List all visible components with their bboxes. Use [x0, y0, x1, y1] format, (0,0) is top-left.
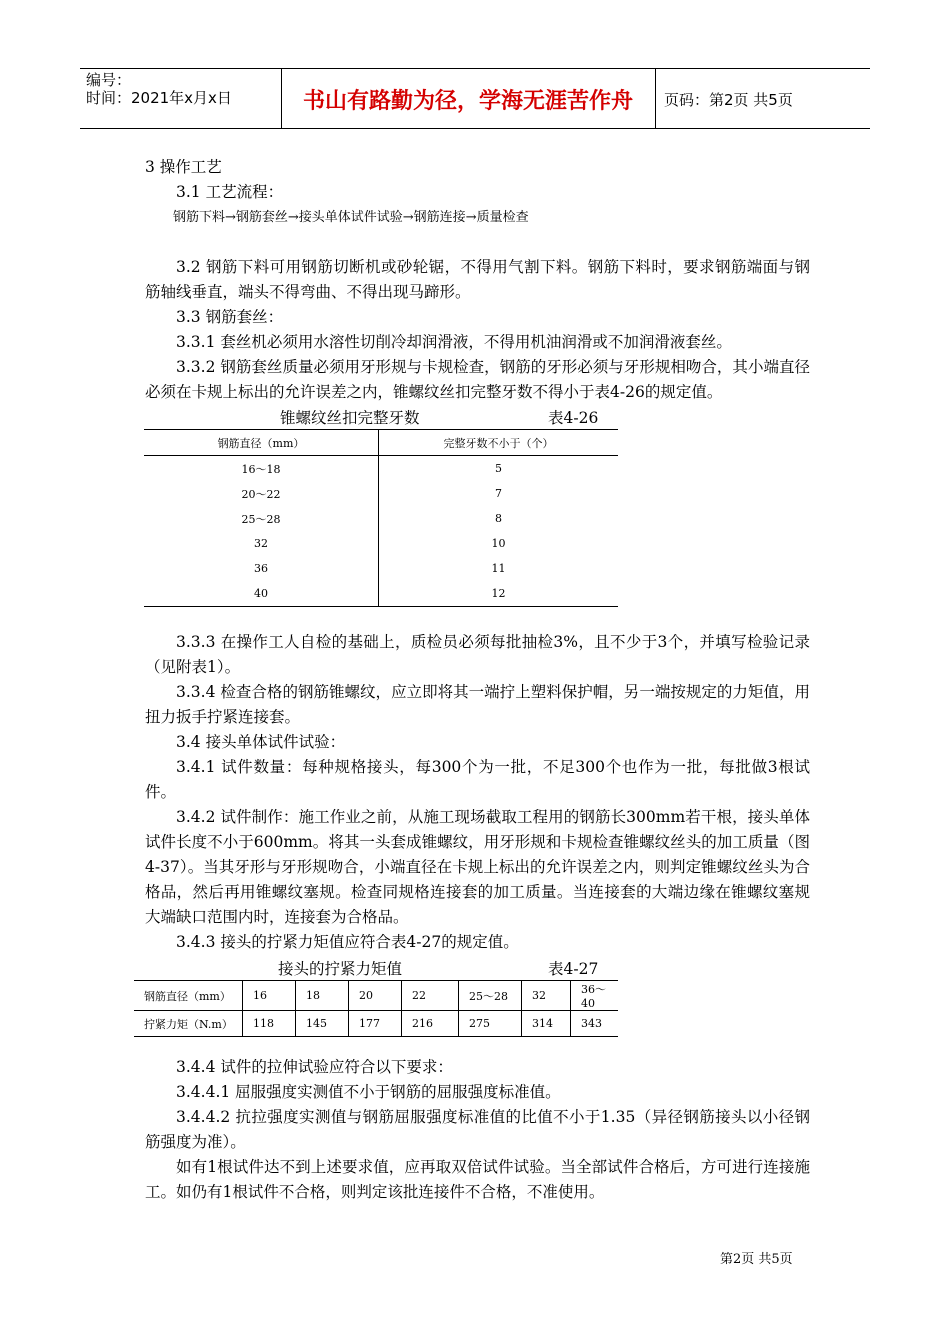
table-cell: 216: [402, 1011, 459, 1037]
table-cell: 36: [144, 556, 379, 581]
table-cell: 40: [144, 581, 379, 607]
table-cell: 145: [296, 1011, 349, 1037]
paragraph: 3.4.2 试件制作：施工作业之前，从施工现场截取工程用的钢筋长300mm若干根，接头单体试件长度不小于600mm。将其一头套成锥螺纹，用牙形规和卡规检查锥螺纹丝头的加工质量（图4-37）。当其牙形与牙形规吻合，小端直径在卡规上标出的允许误差之内，则判定锥螺纹丝头为合格品，然后再用锥螺纹塞规。检查同规格连接套的加工质量。当连接套的大端边缘在锥螺纹塞规大端缺口范围内时，连接套为合格品。: [145, 808, 810, 926]
table-cell: 32: [144, 531, 379, 556]
table-cell: 16: [243, 981, 296, 1011]
section-heading: 3.4 接头单体试件试验：: [176, 733, 346, 751]
table-cell: 20: [349, 981, 402, 1011]
section-heading: 3.3 钢筋套丝：: [176, 308, 284, 326]
table-cell: 20～22: [144, 481, 379, 506]
table-cell: 32: [522, 981, 571, 1011]
paragraph: 3.4.1 试件数量：每种规格接头，每300个为一批，不足300个也作为一批，每批做3根试件。: [145, 758, 810, 801]
torque-table: [134, 980, 618, 1037]
header-top-rule: [80, 68, 870, 69]
table-row: [134, 1011, 618, 1037]
table-cell: 25～28: [459, 981, 522, 1011]
process-flow: 钢筋下料→钢筋套丝→接头单体试件试验→钢筋连接→质量检查: [173, 210, 529, 225]
table-row: [144, 581, 618, 607]
table-number: 表4-27: [548, 960, 599, 978]
table-cell: 7: [495, 487, 502, 500]
table-cell: 11: [491, 562, 506, 575]
paragraph: 3.3.2 钢筋套丝质量必须用牙形规与卡规检查，钢筋的牙形必须与牙形规相吻合，其小端直径必须在卡规上标出的允许误差之内，锥螺纹丝扣完整牙数不得小于表4-26的规定值。: [145, 358, 810, 401]
paragraph: 3.3.1 套丝机必须用水溶性切削冷却润滑液，不得用机油润滑或不加润滑液套丝。: [176, 333, 732, 351]
table-cell: 10: [491, 537, 506, 550]
table-title: 锥螺纹丝扣完整牙数: [280, 409, 420, 427]
table-cell: 177: [349, 1011, 402, 1037]
table-cell: 16～18: [144, 456, 379, 482]
table-row: [144, 556, 618, 581]
table-cell: 343: [581, 1017, 602, 1030]
header-page-number: 页码：第2页 共5页: [664, 91, 793, 109]
paragraph: 3.4.4.2 抗拉强度实测值与钢筋屈服强度标准值的比值不小于1.35（异径钢筋接头以小径钢筋强度为准）。: [145, 1108, 810, 1151]
table-cell: 8: [495, 512, 502, 525]
table-title: 接头的拧紧力矩值: [278, 960, 403, 978]
table-cell: 拧紧力矩（N.m）: [134, 1011, 243, 1037]
table-cell: 118: [243, 1011, 296, 1037]
table-cell: 314: [522, 1011, 571, 1037]
header-divider: [655, 69, 656, 129]
table-row: [144, 456, 618, 482]
table-cell: 25～28: [144, 506, 379, 531]
paragraph: 如有1根试件达不到上述要求值，应再取双倍试件试验。当全部试件合格后，方可进行连接施工。如仍有1根试件不合格，则判定该批连接件不合格，不准使用。: [145, 1158, 810, 1201]
table-cell: 5: [495, 462, 502, 475]
paragraph: 3.3.4 检查合格的钢筋锥螺纹，应立即将其一端拧上塑料保护帽，另一端按规定的力矩值，用扭力扳手拧紧连接套。: [145, 683, 810, 726]
doc-number-label: 编号：: [86, 71, 132, 89]
section-heading: 3.1 工艺流程：: [176, 183, 284, 201]
paragraph: 3.3.3 在操作工人自检的基础上，质检员必须每批抽检3%，且不少于3个，并填写检验记录（见附表1）。: [145, 633, 810, 676]
table-number: 表4-26: [548, 409, 599, 427]
header-bottom-rule: [80, 128, 870, 129]
table-cell: 钢筋直径（mm）: [134, 981, 243, 1011]
table-cell: 22: [402, 981, 459, 1011]
table-cell: 12: [491, 587, 506, 600]
table-header: 钢筋直径（mm）: [144, 430, 379, 456]
paragraph: 3.4.4 试件的拉伸试验应符合以下要求：: [176, 1058, 453, 1076]
table-row: [134, 981, 618, 1011]
paragraph: 3.4.3 接头的拧紧力矩值应符合表4-27的规定值。: [176, 933, 519, 951]
table-header: 完整牙数不小于（个）: [443, 436, 554, 450]
doc-time-label: 时间：2021年x月x日: [86, 89, 232, 107]
table-row: [144, 531, 618, 556]
footer-page-number: 第2页 共5页: [720, 1252, 793, 1267]
table-row: [144, 481, 618, 506]
table-row: [144, 506, 618, 531]
table-cell: 36～40: [581, 983, 606, 1010]
section-heading: 3 操作工艺: [145, 158, 222, 176]
paragraph: 3.2 钢筋下料可用钢筋切断机或砂轮锯，不得用气割下料。钢筋下料时，要求钢筋端面与钢筋轴线垂直，端头不得弯曲、不得出现马蹄形。: [145, 258, 810, 301]
thread-count-table: [144, 429, 618, 607]
paragraph: 3.4.4.1 屈服强度实测值不小于钢筋的屈服强度标准值。: [176, 1083, 561, 1101]
table-cell: 18: [296, 981, 349, 1011]
table-cell: 275: [459, 1011, 522, 1037]
header-motto: 书山有路勤为径，学海无涯苦作舟: [302, 89, 633, 114]
